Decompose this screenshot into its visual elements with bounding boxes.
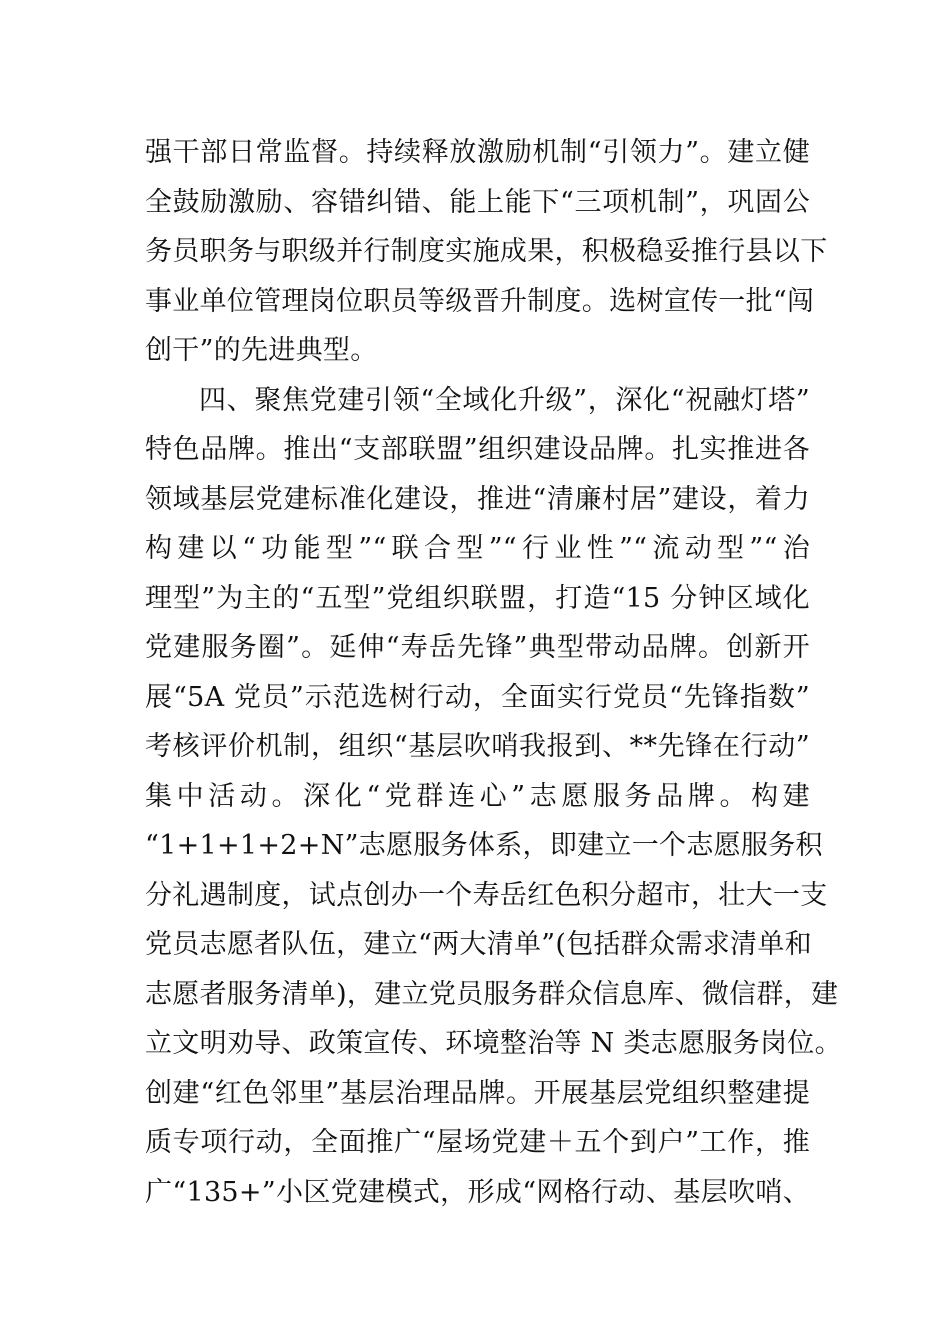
text-line: 考核评价机制，组织“基层吹哨我报到、**先锋在行动”: [145, 731, 810, 762]
text-line: 志愿者服务清单)，建立党员服务群众信息库、微信群，建: [145, 978, 839, 1010]
body-text: [145, 128, 842, 1217]
text-line: 领域基层党建标准化建设，推进“清廉村居”建设，着力: [145, 483, 810, 515]
text-line: 广“135+”小区党建模式，形成“网格行动、基层吹哨、: [145, 1176, 810, 1208]
text-line: 创建“红色邻里”基层治理品牌。开展基层党组织整建提: [145, 1077, 810, 1109]
text-line: 构建以“功能型”“联合型”“行业性”“流动型”“治: [145, 533, 810, 564]
text-line: 党员志愿者队伍，建立“两大清单”(包括群众需求清单和: [145, 929, 812, 960]
text-line: 展“5A 党员”示范选树行动，全面实行党员“先锋指数”: [145, 681, 810, 713]
text-line: 全鼓励激励、容错纠错、能上能下“三项机制”，巩固公: [145, 186, 810, 218]
text-line: 事业单位管理岗位职员等级晋升制度。选树宣传一批“闯: [145, 285, 815, 317]
text-line: 党建服务圈”。延伸“寿岳先锋”典型带动品牌。创新开: [145, 632, 810, 663]
text-line: 特色品牌。推出“支部联盟”组织建设品牌。扎实推进各: [145, 434, 810, 465]
text-line: “1+1+1+2+N”志愿服务体系，即建立一个志愿服务积: [145, 830, 823, 861]
text-line: 集中活动。深化“党群连心”志愿服务品牌。构建: [145, 780, 810, 812]
text-line: 创干”的先进典型。: [145, 335, 378, 366]
text-line: 质专项行动，全面推广“屋场党建＋五个到户”工作，推: [145, 1127, 810, 1158]
section-heading-line: 四、聚焦党建引领“全域化升级”，深化“祝融灯塔”: [199, 384, 810, 416]
text-line: 理型”为主的“五型”党组织联盟，打造“15 分钟区域化: [145, 582, 810, 614]
text-line: 务员职务与职级并行制度实施成果，积极稳妥推行县以下: [145, 236, 828, 267]
text-line: 立文明劝导、政策宣传、环境整治等 N 类志愿服务岗位。: [145, 1028, 842, 1059]
text-line: 强干部日常监督。持续释放激励机制“引领力”。建立健: [145, 137, 810, 168]
text-line: 分礼遇制度，试点创办一个寿岳红色积分超市，壮大一支: [145, 879, 828, 911]
